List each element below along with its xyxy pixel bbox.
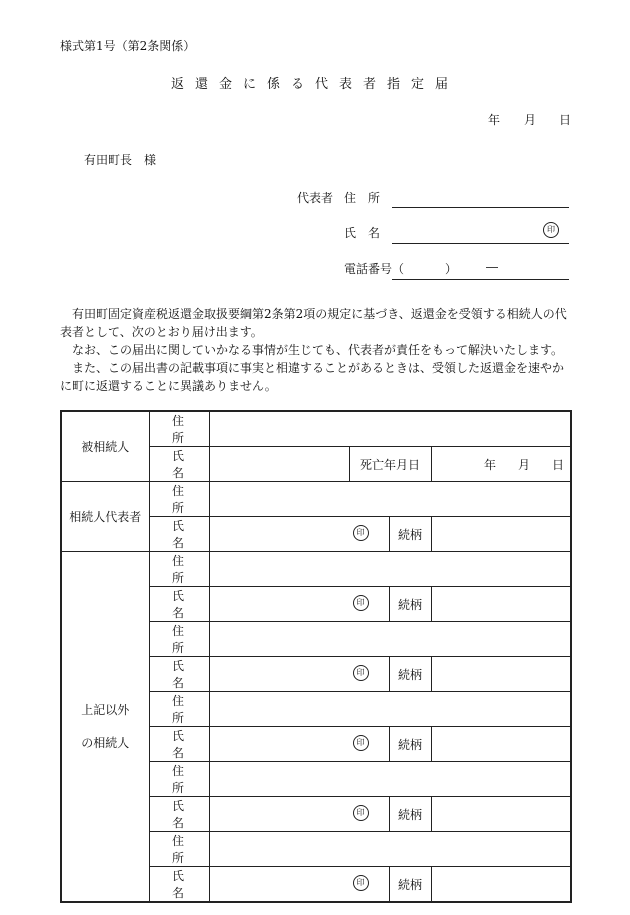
name-label: 氏 名	[149, 447, 209, 482]
table-row	[61, 482, 571, 517]
date-month-label: 月	[524, 113, 537, 127]
address-label: 住 所	[149, 552, 209, 587]
seal-mark-icon: 印	[353, 735, 369, 751]
decedent-label: 被相続人	[61, 411, 149, 482]
name-label: 氏 名	[149, 727, 209, 762]
name-label: 氏 名	[149, 657, 209, 692]
name-label: 氏 名	[149, 587, 209, 622]
relation-label: 続柄	[389, 727, 431, 762]
date-day-label: 日	[559, 113, 572, 127]
declaration-text	[60, 305, 572, 395]
death-year: 年	[483, 457, 496, 472]
rep-phone-label: 電話番号（	[344, 262, 405, 276]
address-label: 住 所	[149, 692, 209, 727]
rep-address-label: 住 所	[344, 191, 381, 205]
other-heirs-label	[61, 552, 149, 903]
name-label: 氏 名	[149, 517, 209, 552]
date-year-label: 年	[488, 113, 501, 127]
heir-rep-address-field[interactable]	[209, 482, 571, 517]
address-label: 住 所	[149, 832, 209, 867]
heirs-table	[60, 410, 572, 903]
relation-label: 続柄	[389, 797, 431, 832]
other-heir-address-field[interactable]	[209, 552, 571, 587]
other-heir-relation-field[interactable]	[431, 727, 571, 762]
heir-rep-name-field[interactable]	[209, 517, 389, 552]
relation-label: 続柄	[389, 657, 431, 692]
seal-mark-icon: 印	[543, 222, 559, 238]
form-number: 様式第1号（第2条関係）	[60, 39, 196, 53]
rep-name-label: 氏 名	[344, 226, 381, 240]
heir-representative-label: 相続人代表者	[61, 482, 149, 552]
declaration-paragraph-3: また、この届出書の記載事項に事実と相違することがあるときは、受領した返還金を速やかに町に返還することに異議ありません。	[60, 361, 565, 393]
table-row	[61, 411, 571, 447]
name-label: 氏 名	[149, 797, 209, 832]
other-heir-address-field[interactable]	[209, 832, 571, 867]
other-heir-name-field[interactable]	[209, 867, 389, 903]
rep-name-field[interactable]	[392, 243, 569, 244]
other-heir-relation-field[interactable]	[431, 867, 571, 903]
seal-mark-icon: 印	[353, 875, 369, 891]
rep-phone-field[interactable]	[392, 279, 569, 280]
declaration-paragraph-1: 有田町固定資産税返還金取扱要綱第2条第2項の規定に基づき、返還金を受領する相続人の代表者として、次のとおり届け出ます。	[60, 307, 567, 339]
seal-mark-icon: 印	[353, 805, 369, 821]
declaration-paragraph-2: なお、この届出に関していかなる事情が生じても、代表者が責任をもって解決いたします。	[72, 343, 564, 357]
address-label: 住 所	[149, 411, 209, 447]
other-heir-name-field[interactable]	[209, 657, 389, 692]
other-heir-address-field[interactable]	[209, 762, 571, 797]
seal-mark-icon: 印	[353, 595, 369, 611]
address-label: 住 所	[149, 482, 209, 517]
other-heir-name-field[interactable]	[209, 797, 389, 832]
decedent-address-field[interactable]	[209, 411, 571, 447]
heir-rep-relation-field[interactable]	[431, 517, 571, 552]
addressee: 有田町長 様	[84, 153, 157, 167]
death-date-label: 死亡年月日	[349, 447, 431, 482]
table-row	[61, 552, 571, 587]
other-heir-relation-field[interactable]	[431, 657, 571, 692]
rep-address-field[interactable]	[392, 207, 569, 208]
other-heir-address-field[interactable]	[209, 692, 571, 727]
other-heir-address-field[interactable]	[209, 622, 571, 657]
seal-mark-icon: 印	[353, 665, 369, 681]
name-label: 氏 名	[149, 867, 209, 903]
address-label: 住 所	[149, 762, 209, 797]
representative-label: 代表者	[297, 191, 334, 205]
form-title: 返還金に係る代表者指定届	[170, 77, 459, 92]
other-heir-relation-field[interactable]	[431, 797, 571, 832]
rep-phone-close: ）	[445, 262, 458, 276]
seal-mark-icon: 印	[353, 525, 369, 541]
other-heirs-label-line2: の相続人	[81, 735, 130, 750]
death-month: 月	[517, 457, 530, 472]
other-heir-relation-field[interactable]	[431, 587, 571, 622]
rep-phone-dash: ―	[486, 260, 498, 274]
relation-label: 続柄	[389, 517, 431, 552]
address-label: 住 所	[149, 622, 209, 657]
other-heir-name-field[interactable]	[209, 727, 389, 762]
other-heirs-label-line1: 上記以外	[81, 702, 130, 717]
death-day: 日	[551, 457, 564, 472]
death-date-field[interactable]	[431, 447, 571, 482]
relation-label: 続柄	[389, 587, 431, 622]
relation-label: 続柄	[389, 867, 431, 903]
other-heir-name-field[interactable]	[209, 587, 389, 622]
decedent-name-field[interactable]	[209, 447, 349, 482]
